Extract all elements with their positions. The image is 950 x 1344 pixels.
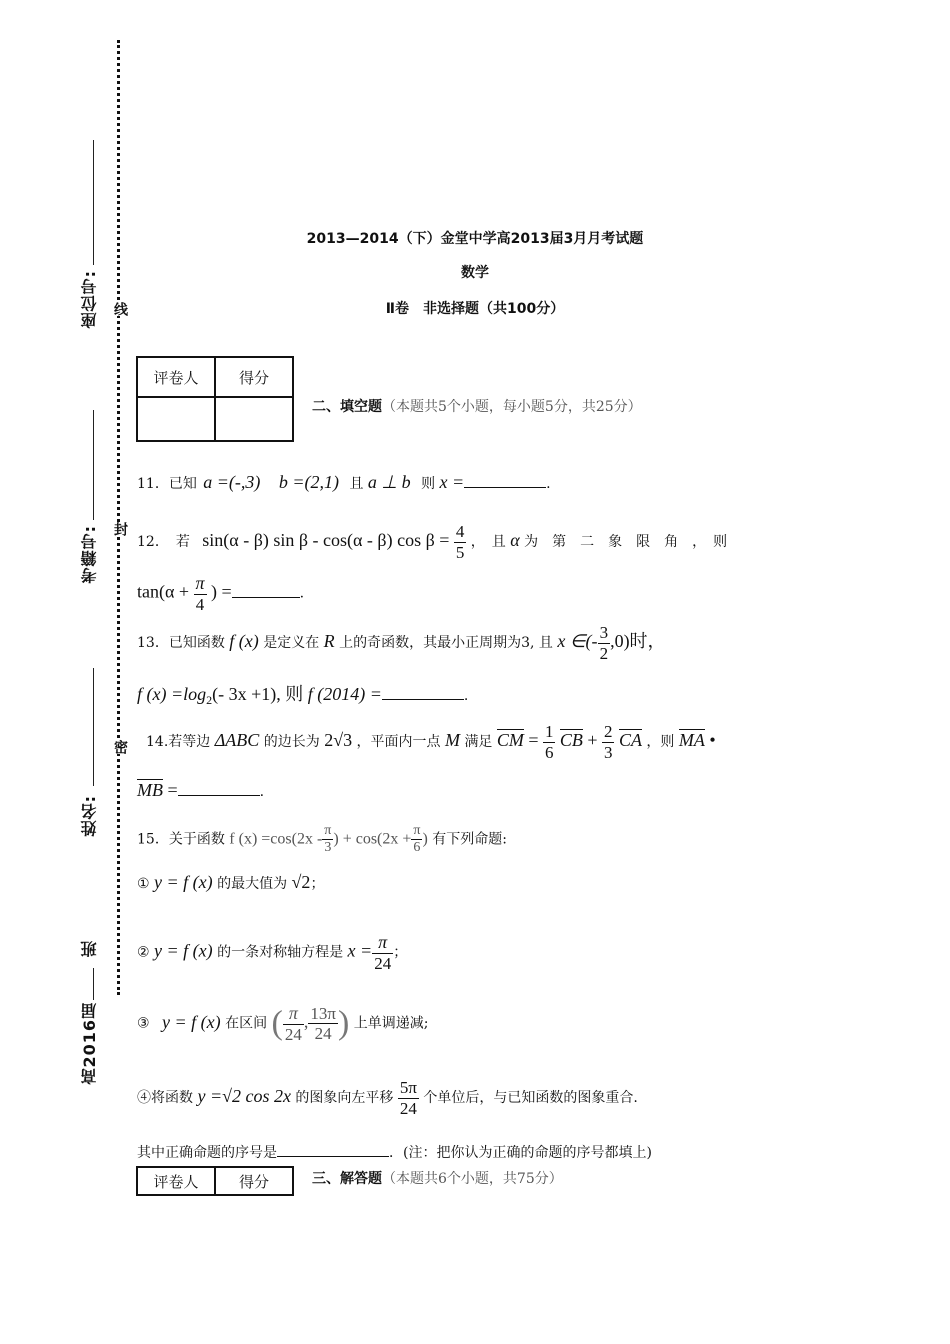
q14-vec-MB: MB (137, 780, 163, 800)
q15-answer-lead: 其中正确命题的序号是 (137, 1145, 277, 1161)
section2-heading (312, 396, 642, 416)
q14-frac2-den: 3 (603, 742, 613, 762)
grader-header: 评卷人 (137, 357, 215, 397)
exam-id-label: 考籍号: (80, 525, 99, 584)
question-12 (137, 522, 727, 562)
grader-cell[interactable] (137, 397, 215, 441)
q13-frac-num: 3 (599, 623, 609, 642)
score-header: 得分 (215, 357, 293, 397)
q11-num: 11．已知 (137, 476, 197, 492)
q15-p2-mark: ② (137, 944, 150, 961)
q11-then: 则 (421, 476, 436, 492)
q15-frac1-den: 3 (324, 840, 332, 856)
q12-fraction (454, 522, 467, 562)
q11-x: x = (439, 472, 465, 492)
exam-title: 2013—2014（下）金堂中学高2013届3月月考试题 (306, 231, 644, 247)
section2-note: （本题共5个小题，每小题5分，共25分） (382, 399, 642, 415)
q15-p4-end: 个单位后，与已知函数的图象重合. (423, 1090, 638, 1107)
q15-t1: 有下列命题: (432, 831, 507, 848)
q14-vec-MA: MA (678, 730, 705, 751)
q14-vec-CB: CB (559, 730, 583, 751)
q13-f2014: f (2014) = (307, 684, 382, 704)
q11-vector-b: b =(2,1) (278, 472, 340, 492)
q14-t3: 满足 (464, 734, 493, 751)
score-table-section3 (136, 1166, 294, 1196)
q12-four: 4 (195, 594, 205, 614)
q15-p3-num1: π (283, 1003, 304, 1025)
q12-pi: π (195, 573, 205, 593)
q14-frac1 (543, 722, 556, 762)
seat-label: 座位号: (80, 270, 99, 329)
q12-end: . (299, 585, 305, 602)
q15-expr-b: ) + cos(2x + (333, 830, 412, 848)
q15-p1-f: y = f (x) (154, 872, 213, 892)
q15-expr-a: f (x) =cos(2x - (229, 830, 323, 848)
q12-num: 12． 若 (137, 534, 190, 551)
q14-eq2: = (167, 780, 178, 800)
exam-id-underline (93, 410, 94, 520)
class-underline (93, 968, 94, 1000)
q14-triangle: ΔABC (214, 730, 260, 751)
q15-p2-f: y = f (x) (154, 940, 213, 961)
q15-p4-f: y =√2 cos 2x (197, 1086, 291, 1107)
q15-p3-den2: 24 (314, 1024, 332, 1044)
q14-M: M (444, 730, 460, 751)
q15-p2-den: 24 (374, 953, 392, 973)
q15-proposition-2 (137, 932, 407, 973)
q12-tan: tan(α + (137, 581, 190, 602)
q14-eq: = (528, 730, 539, 751)
q15-p2-frac (372, 932, 393, 973)
q15-p3-num2: 13π (310, 1003, 336, 1023)
q14-answer-blank[interactable] (178, 795, 260, 796)
q15-p3-lparen: ( (271, 1004, 283, 1042)
q15-frac1-num: π (322, 823, 333, 840)
q15-p4-mark: ④将函数 (137, 1090, 193, 1107)
q15-p2-text: 的一条对称轴方程是 (217, 944, 344, 961)
q13-fraction (598, 623, 611, 663)
q14-frac2-num: 2 (603, 722, 613, 741)
q13-end: . (463, 688, 469, 704)
q15-answer-line (137, 1142, 652, 1162)
q15-p1-mark: ① (137, 876, 150, 892)
q15-p1-text: 的最大值为 (217, 876, 288, 892)
q15-num: 15．关于函数 (137, 831, 225, 848)
subject-title: 数学 (461, 265, 489, 281)
score-cell[interactable] (215, 397, 293, 441)
q14-plus: + (587, 730, 598, 751)
question-12-line2 (137, 573, 304, 614)
score-header-2: 得分 (215, 1167, 293, 1195)
score-table-section2 (136, 356, 294, 442)
q15-p4-num: 5π (399, 1078, 417, 1097)
q15-p3-f: y = f (x) (162, 1011, 221, 1032)
q14-frac1-den: 6 (544, 742, 554, 762)
q12-tail2: 为 第 二 象 限 角 ， 则 (524, 534, 728, 551)
binding-dotted-line (117, 40, 120, 995)
q14-side: 2√3 (324, 730, 353, 751)
seal-char-seal: 封 (112, 522, 128, 536)
seal-char-secret: 密 (112, 740, 128, 754)
q15-frac2 (411, 823, 422, 856)
q15-p2-num: π (372, 932, 393, 954)
q15-answer-note: ．(注：把你认为正确的命题的序号都填上) (389, 1145, 652, 1161)
q14-t2: ，平面内一点 (356, 734, 441, 751)
q15-p3-rparen: ) (337, 1004, 350, 1042)
q13-num: 13．已知函数 (137, 635, 225, 652)
class-suffix: 班 (80, 940, 99, 957)
q14-t1: 的边长为 (263, 734, 320, 751)
q15-proposition-3: ③ y = f (x) 在区间 ( $\frac{\pi}{24}$ , $\frac{13\pi}{24}$ ) 上单调递减; (137, 1003, 429, 1044)
q13-x: x ∈(- (557, 631, 598, 652)
q14-frac2 (602, 722, 615, 762)
class-label: 高2016届 (80, 1002, 99, 1085)
q14-vec-CA: CA (618, 730, 642, 751)
q12-frac-den: 5 (455, 542, 465, 562)
q15-expr-c: ) (422, 830, 428, 848)
q15-p3-den1: 24 (284, 1024, 302, 1044)
q11-condition: a ⊥ b (367, 472, 411, 492)
q15-proposition-4 (137, 1078, 638, 1118)
q15-p4-frac (398, 1078, 419, 1118)
q15-proposition-1 (137, 872, 324, 893)
q14-dot: • (709, 730, 716, 751)
q14-t4: ，则 (646, 734, 675, 751)
q13-f: f (x) (229, 631, 259, 652)
q15-p3-frac1 (283, 1003, 304, 1044)
q15-p3-end: 上单调递减; (353, 1015, 429, 1032)
q14-num: 14.若等边 (146, 734, 211, 751)
q12-frac-num: 4 (455, 522, 465, 541)
q12-answer-blank[interactable] (232, 597, 300, 598)
q13-log-base: 2 (206, 692, 213, 707)
question-14 (146, 722, 716, 762)
q15-p3-mark: ③ (137, 1015, 150, 1032)
q13-t1: 是定义在 (263, 635, 320, 652)
q15-p2-end: ； (393, 944, 408, 961)
q15-frac2-num: π (411, 823, 422, 840)
q11-and: 且 (349, 476, 364, 492)
q12-alpha: α (510, 530, 520, 551)
q12-tail1: ， 且 (470, 534, 506, 551)
q13-frac-den: 2 (599, 643, 609, 663)
q13-R: R (323, 631, 335, 652)
q15-answer-blank[interactable] (277, 1156, 389, 1157)
q15-p3-text: 在区间 (225, 1015, 268, 1032)
question-15 (137, 823, 507, 856)
q15-p2-x: x = (347, 940, 373, 961)
q12-close: ) = (211, 581, 232, 602)
q15-p1-end: ； (310, 876, 325, 892)
question-11 (137, 472, 551, 493)
q11-answer-blank[interactable] (464, 487, 546, 488)
q15-p1-value: √2 (291, 872, 311, 892)
question-13 (137, 623, 666, 663)
q15-frac1 (322, 823, 333, 856)
section3-heading (312, 1168, 563, 1188)
q13-f-def-b: (- 3x +1), 则 (212, 684, 304, 704)
seal-char-line: 线 (112, 302, 128, 316)
part-title: Ⅱ卷 非选择题（共100分） (385, 301, 565, 317)
section2-title: 二、填空题 (312, 399, 382, 415)
q15-p3-frac2 (308, 1004, 338, 1044)
q13-f-def: f (x) =log (137, 684, 207, 704)
q14-vec-CM: CM (496, 730, 524, 751)
q14-frac1-num: 1 (544, 722, 554, 741)
q12-pi-fraction (194, 573, 207, 614)
q13-t2: 上的奇函数，其最小正周期为3, 且 (339, 635, 553, 652)
q13-answer-blank[interactable] (382, 699, 464, 700)
name-underline (93, 668, 94, 786)
grader-header-2: 评卷人 (137, 1167, 215, 1195)
q15-frac2-den: 6 (413, 840, 421, 856)
q15-p4-text: 的图象向左平移 (295, 1090, 394, 1107)
name-label: 姓名: (80, 795, 99, 837)
section3-note: （本题共6个小题，共75分） (382, 1171, 563, 1187)
section3-title: 三、解答题 (312, 1171, 382, 1187)
q11-vector-a: a =(-,3) (203, 472, 261, 492)
question-14-line2 (137, 780, 264, 801)
question-13-line2 (137, 680, 468, 708)
q14-end: . (259, 784, 265, 800)
q12-expression: sin(α - β) sin β - cos(α - β) cos β = (202, 530, 450, 551)
q11-end: . (546, 476, 551, 492)
q15-p4-den: 24 (399, 1098, 417, 1118)
q13-t3: ,0)时， (610, 631, 666, 652)
